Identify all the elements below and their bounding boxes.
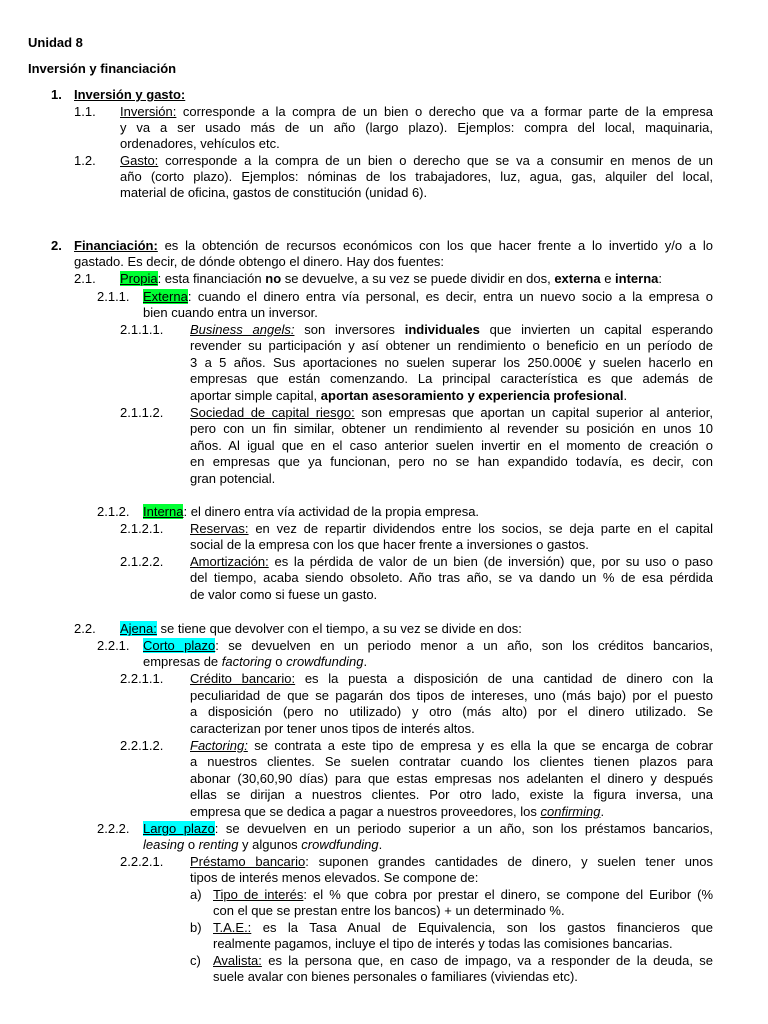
item-number: 1.1.	[74, 104, 96, 119]
paragraph-line: Préstamo bancario: suponen grandes cantidades de dinero, y suelen tener unos	[190, 854, 713, 869]
term: Tipo de interés	[213, 887, 304, 902]
item-number: 2.2.1.2.	[120, 738, 164, 753]
document-title: Inversión y financiación	[28, 61, 177, 76]
paragraph-line: Ajena: se tiene que devolver con el tiempo, a su vez se divide en dos:	[120, 621, 522, 636]
highlighted-term: Ajena:	[120, 621, 157, 636]
item-number: 2.2.1.	[97, 638, 130, 653]
paragraph-line: año (corto plazo). Ejemplos: nóminas de los trabajadores, luz, agua, gas, alquiler del local,	[120, 169, 713, 184]
paragraph-line: ellas se dirijan a nuestros clientes. Por otro lado, existe la figura inversa, una	[190, 787, 713, 802]
paragraph-line: empresas que están comenzando. La principal característica es que además de	[190, 371, 713, 386]
highlighted-term: Corto plazo	[143, 638, 216, 653]
paragraph-line: Inversión: corresponde a la compra de un bien o derecho que va a formar parte de la empresa	[120, 104, 713, 119]
paragraph-line: a nuestros clientes. Se suelen contratar cuando los clientes tienen plazos para	[190, 754, 713, 769]
paragraph-line: aportar simple capital, aportan asesoramiento y experiencia profesional.	[190, 388, 628, 403]
paragraph-line: social de la empresa con los que hacer frente a inversiones o gastos.	[190, 537, 589, 552]
section-number: 1.	[51, 87, 62, 102]
paragraph-line: del tiempo, acaba siendo obsoleto. Año tras año, se va dando un % de esa pérdida	[190, 570, 713, 585]
paragraph-line: T.A.E.: es la Tasa Anual de Equivalencia, son los gastos financieros que	[213, 920, 713, 935]
highlighted-term: Propia	[120, 271, 158, 286]
paragraph-line: gastado. Es decir, de dónde obtengo el dinero. Hay dos fuentes:	[74, 254, 445, 269]
term: Amortización:	[190, 554, 269, 569]
term: T.A.E.:	[213, 920, 252, 935]
paragraph-line: en empresas que ya funcionan, pero no se han expandido todavía, es decir, con	[190, 454, 713, 469]
paragraph-line: Largo plazo: se devuelven en un periodo superior a un año, son los préstamos bancarios,	[143, 821, 713, 836]
item-number: 2.2.	[74, 621, 96, 636]
term: Business angels:	[190, 322, 295, 337]
item-number: 2.2.2.1.	[120, 854, 164, 869]
section-number: 2.	[51, 238, 62, 253]
item-number: 2.1.1.1.	[120, 322, 164, 337]
paragraph-line: Avalista: es la persona que, en caso de impago, va a responder de la deuda, se	[213, 953, 713, 968]
paragraph-line: años. Al igual que en el caso anterior suelen invertir en el momento de creación o	[190, 438, 713, 453]
paragraph-line: Business angels: son inversores individuales que invierten un capital esperando	[190, 322, 713, 337]
paragraph-line: empresa que se dedica a pagar a nuestros proveedores, los confirming.	[190, 804, 605, 819]
paragraph-line: gran potencial.	[190, 471, 276, 486]
item-number: 2.1.2.1.	[120, 521, 164, 536]
item-number: 2.1.1.	[97, 289, 130, 304]
item-number: 2.1.2.2.	[120, 554, 164, 569]
item-letter: a)	[190, 887, 202, 902]
paragraph-line: suele avalar con bienes personales o familiares (viviendas etc).	[213, 969, 578, 984]
section-heading: Financiación:	[74, 238, 158, 253]
paragraph-line: leasing o renting y algunos crowdfunding.	[143, 837, 383, 852]
item-number: 2.1.	[74, 271, 96, 286]
item-letter: b)	[190, 920, 202, 935]
item-number: 2.2.1.1.	[120, 671, 164, 686]
term: Sociedad de capital riesgo:	[190, 405, 355, 420]
paragraph-line: bien cuando entra un inversor.	[143, 305, 318, 320]
item-number: 1.2.	[74, 153, 96, 168]
paragraph-line: Reservas: en vez de repartir dividendos entre los socios, se deja parte en el capital	[190, 521, 713, 536]
unit-title: Unidad 8	[28, 35, 83, 50]
paragraph-line: Externa: cuando el dinero entra vía personal, es decir, entra un nuevo socio a la empresa o	[143, 289, 713, 304]
paragraph-line: material de oficina, gastos de constitución (unidad 6).	[120, 185, 428, 200]
highlighted-term: Largo plazo	[143, 821, 215, 836]
paragraph-line: a disposición (pero no utilizado) y otro (más alto) por el dinero utilizado. Se	[190, 704, 713, 719]
term: Reservas:	[190, 521, 249, 536]
paragraph-line: Sociedad de capital riesgo: son empresas que aportan un capital superior al anterior,	[190, 405, 713, 420]
paragraph-line: Tipo de interés: el % que cobra por prestar el dinero, se compone del Euribor (%	[213, 887, 713, 902]
paragraph-line: realmente pagamos, incluye el tipo de interés y todas las comisiones bancarias.	[213, 936, 673, 951]
term: Avalista:	[213, 953, 262, 968]
paragraph-line: y va a ser usado más de un año (largo plazo). Ejemplos: compra del local, maquinaria,	[120, 120, 713, 135]
paragraph-line: Corto plazo: se devuelven en un periodo menor a un año, son los créditos bancarios,	[143, 638, 713, 653]
paragraph-line: empresas de factoring o crowdfunding.	[143, 654, 368, 669]
paragraph-line: Propia: esta financiación no se devuelve, a su vez se puede dividir en dos, externa e interna:	[120, 271, 663, 286]
term: Inversión:	[120, 104, 177, 119]
paragraph-line: con el que se prestan entre los bancos) + un determinado %.	[213, 903, 565, 918]
paragraph-line: revender su participación y así obtener un rendimiento o beneficio en un período de	[190, 338, 713, 353]
term: Crédito bancario:	[190, 671, 296, 686]
paragraph-line: ordenadores, vehículos etc.	[120, 136, 280, 151]
paragraph-line: peculiaridad de que se pagarán dos tipos de intereses, uno (más bajo) por el puesto	[190, 688, 713, 703]
paragraph-line: Amortización: es la pérdida de valor de un bien (de inversión) que, por su uso o paso	[190, 554, 713, 569]
item-number: 2.1.1.2.	[120, 405, 164, 420]
term: Préstamo bancario	[190, 854, 306, 869]
section-heading: Inversión y gasto:	[74, 87, 186, 102]
item-number: 2.2.2.	[97, 821, 130, 836]
paragraph-line: 3 a 5 años. Sus aportaciones no suelen superar los 250.000€ y suelen hacerlo en	[190, 355, 713, 370]
paragraph-line: pero con un fin similar, obtener un rendimiento al revender su posición en unos 10	[190, 421, 713, 436]
item-letter: c)	[190, 953, 201, 968]
paragraph-line: Crédito bancario: es la puesta a disposición de una cantidad de dinero con la	[190, 671, 713, 686]
paragraph-line: Financiación: es la obtención de recursos económicos con los que hacer frente a lo invertido y/o a lo	[74, 238, 713, 253]
highlighted-term: Interna	[143, 504, 184, 519]
paragraph-line: Interna: el dinero entra vía actividad de la propia empresa.	[143, 504, 480, 519]
paragraph-line: Factoring: se contrata a este tipo de empresa y es ella la que se encarga de cobrar	[190, 738, 713, 753]
paragraph-line: caracterizan por tener unos tipos de interés altos.	[190, 721, 475, 736]
paragraph-line: abonar (30,60,90 días) para que estas empresas nos adelanten el dinero y después	[190, 771, 713, 786]
paragraph-line: tipos de interés menos elevados. Se compone de:	[190, 870, 479, 885]
term: Factoring:	[190, 738, 248, 753]
term: Gasto:	[120, 153, 159, 168]
highlighted-term: Externa	[143, 289, 188, 304]
item-number: 2.1.2.	[97, 504, 130, 519]
paragraph-line: de valor como si fuese un gasto.	[190, 587, 378, 602]
paragraph-line: Gasto: corresponde a la compra de un bien o derecho que se va a consumir en menos de un	[120, 153, 713, 168]
